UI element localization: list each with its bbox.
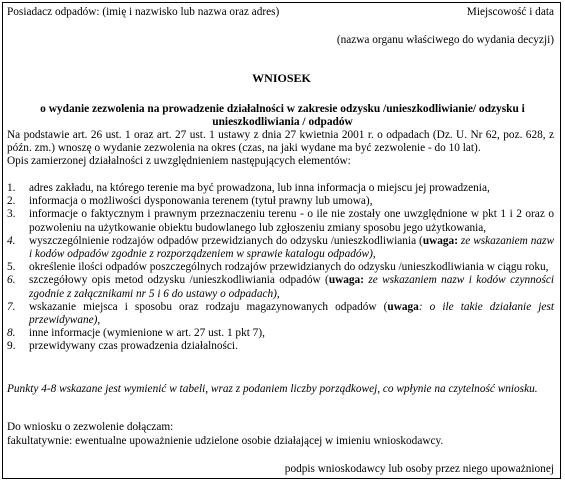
item-text: adres zakładu, na którego terenie ma być prowadzona, lub inna informacja o miejscu jej prowadzenia, bbox=[29, 182, 490, 194]
item-note-label: uwaga: bbox=[328, 274, 364, 287]
item-number: 9. bbox=[7, 340, 16, 353]
place-date-label: Miejscowość i data bbox=[466, 6, 554, 18]
item-number: 1. bbox=[7, 182, 16, 194]
signature-label: podpis wnioskodawcy lub osoby przez niego upoważnionej bbox=[284, 463, 554, 475]
document-title: WNIOSEK bbox=[252, 71, 311, 85]
elements-list bbox=[7, 182, 554, 354]
list-item bbox=[7, 274, 554, 300]
description-heading: Opis zamierzonej działalności z uwzględnieniem następujących elementów: bbox=[7, 155, 351, 168]
item-text: inne informacje (wymienione w art. 27 ust. 1 pkt 7), bbox=[29, 327, 265, 340]
item-note-text: : o ile takie działanie jest przewidywane), bbox=[29, 300, 554, 327]
item-note-text: ze wskazaniem nazw i kodów czynności zgodnie z załącznikami nr 5 i 6 do ustawy o odpadach), bbox=[29, 274, 554, 300]
item-text bbox=[29, 301, 554, 327]
item-main-text: wskazanie miejsca i sposobu oraz rodzaju magazynowanych odpadów ( bbox=[29, 300, 388, 313]
authority-label: (nazwa organu właściwego do wydania decyzji) bbox=[336, 34, 554, 46]
item-main-text: szczegółowy opis metod odzysku /unieszkodliwiania odpadów ( bbox=[29, 274, 329, 287]
item-number: 7. bbox=[7, 300, 16, 313]
table-note: Punkty 4-8 wskazane jest wymienić w tabeli, wraz z podaniem liczby porządkowej, co wpłynie na czytelność wniosku. bbox=[7, 383, 538, 395]
legal-basis-text: Na podstawie art. 26 ust. 1 oraz art. 27 ust. 1 ustawy z dnia 27 kwietnia 2001 r. o odpadach (Dz. U. Nr 62, poz. 628, z późn. zm.) wnoszę o wydanie zezwolenia na okres (czas, na jaki wydane ma być zezwolenie - do 10 lat). bbox=[7, 129, 554, 155]
item-number: 4. bbox=[7, 234, 16, 247]
item-number: 5. bbox=[7, 261, 16, 274]
waste-holder-label: Posiadacz odpadów: (imię i nazwisko lub nazwa oraz adres) bbox=[7, 6, 280, 18]
item-number: 6. bbox=[7, 274, 16, 287]
item-number: 2. bbox=[7, 195, 16, 208]
item-text bbox=[29, 274, 554, 300]
item-text: informacja o możliwości dysponowania terenem (tytuł prawny lub umowa), bbox=[29, 195, 373, 208]
item-number: 3. bbox=[7, 208, 16, 221]
list-item bbox=[7, 208, 554, 234]
list-item bbox=[7, 301, 554, 327]
document-subtitle: o wydanie zezwolenia na prowadzenie działalności w zakresie odzysku /unieszkodliwianie/ odzysku i unieszkodliwiania / odpadów bbox=[40, 103, 525, 129]
list-item bbox=[7, 261, 554, 274]
item-main-text: wyszczególnienie rodzajów odpadów przewidzianych do odzysku /unieszkodliwiania ( bbox=[29, 234, 423, 247]
item-number: 8. bbox=[7, 327, 16, 340]
intro-paragraph bbox=[7, 129, 554, 169]
item-text bbox=[29, 235, 554, 261]
list-item bbox=[7, 182, 554, 195]
list-item bbox=[7, 195, 554, 208]
list-item bbox=[7, 327, 554, 340]
item-note-label: uwaga bbox=[387, 300, 419, 313]
attachments-optional: fakultatywnie: ewentualne upoważnienie udzielone osobie działającej w imieniu wnioskodawcy. bbox=[7, 435, 444, 447]
attachments-heading: Do wniosku o zezwolenie dołączam: bbox=[7, 421, 174, 433]
item-text: określenie ilości odpadów poszczególnych rodzajów przewidzianych do odzysku /unieszkodliwiania w ciągu roku, bbox=[29, 261, 549, 274]
list-item bbox=[7, 340, 554, 353]
list-item bbox=[7, 235, 554, 261]
item-text: informacje o faktycznym i prawnym przeznaczeniu terenu - o ile nie zostały one uwzględnione w pkt 1 i 2 oraz o pozwoleniu na użytkowanie obiektu budowlanego lub zgłoszeniu zmiany sposobu jego użytkowania, bbox=[29, 208, 554, 234]
item-note-label: uwaga: bbox=[422, 234, 458, 247]
item-text: przewidywany czas prowadzenia działalności. bbox=[29, 340, 238, 353]
item-note-text: ze wskazaniem nazw i kodów odpadów zgodnie z rozporządzeniem w sprawie katalogu odpadów), bbox=[29, 234, 554, 261]
application-form bbox=[2, 2, 561, 479]
